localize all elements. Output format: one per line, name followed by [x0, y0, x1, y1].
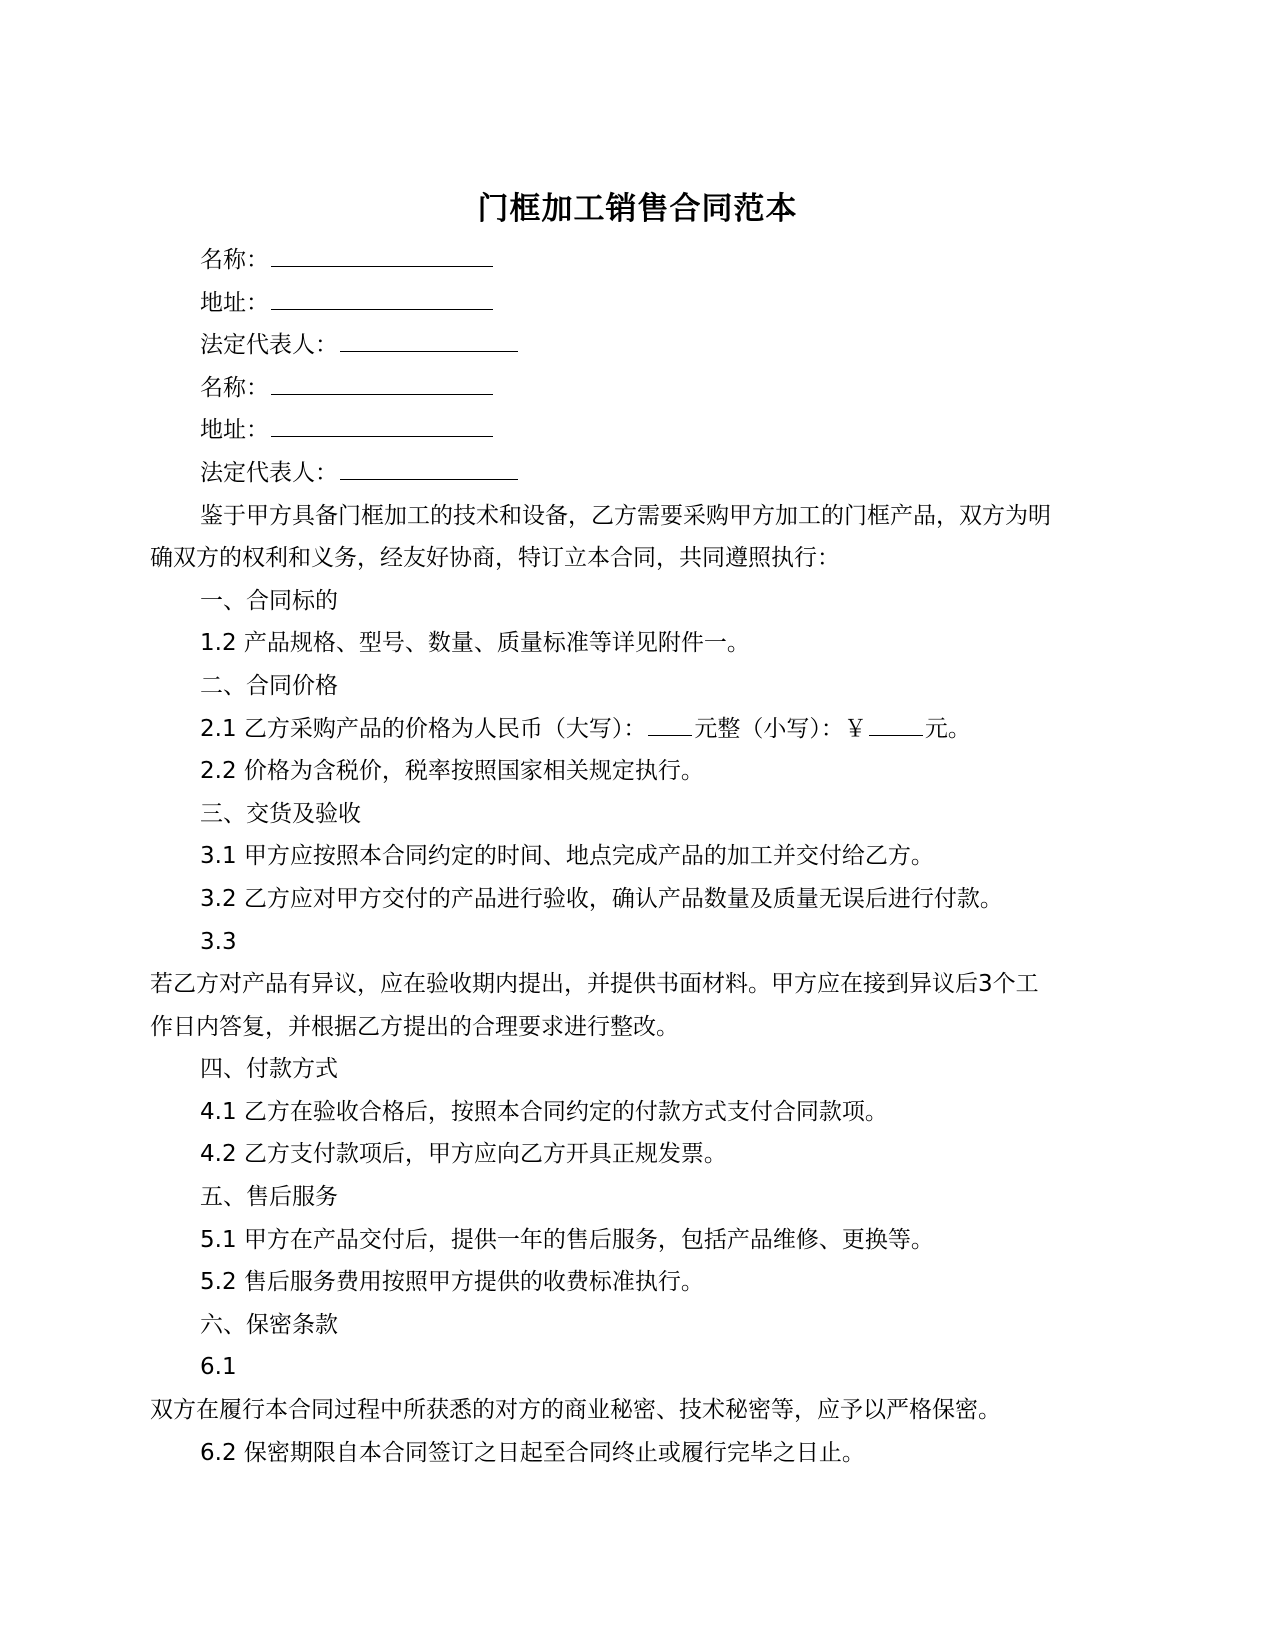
clause-6-2: 6.2 保密期限自本合同签订之日起至合同终止或履行完毕之日止。: [200, 1439, 865, 1466]
party-a-address-blank: [271, 287, 493, 310]
party-b-address-blank: [271, 414, 493, 437]
intro-line-1: 鉴于甲方具备门框加工的技术和设备，乙方需要采购甲方加工的门框产品，双方为明: [200, 502, 1051, 529]
price-numeric-blank: [869, 713, 923, 736]
party-b-name-blank: [271, 372, 493, 395]
document-body: [150, 239, 1130, 1474]
clause-5-1: 5.1 甲方在产品交付后，提供一年的售后服务，包括产品维修、更换等。: [200, 1226, 934, 1253]
document-title: 门框加工销售合同范本: [477, 191, 798, 227]
clause-3-3-number: 3.3: [200, 928, 237, 955]
party-a-name-blank: [271, 244, 493, 267]
clause-4-2: 4.2 乙方支付款项后，甲方应向乙方开具正规发票。: [200, 1141, 727, 1168]
clause-2-1-text-a: 2.1 乙方采购产品的价格为人民币（大写）：: [200, 715, 647, 742]
clause-4-1: 4.1 乙方在验收合格后，按照本合同约定的付款方式支付合同款项。: [200, 1098, 888, 1125]
clause-5-2: 5.2 售后服务费用按照甲方提供的收费标准执行。: [200, 1269, 704, 1296]
section-6-heading: 六、保密条款: [200, 1311, 338, 1338]
clause-3-1: 3.1 甲方应按照本合同约定的时间、地点完成产品的加工并交付给乙方。: [200, 843, 934, 870]
party-a-name-line: [150, 239, 1130, 282]
party-b-address-line: [150, 409, 1130, 452]
clause-1-2: 1.2 产品规格、型号、数量、质量标准等详见附件一。: [200, 630, 750, 657]
party-a-address-line: [150, 282, 1130, 325]
clause-2-1-text-c: 元。: [924, 715, 971, 742]
price-uppercase-blank: [648, 713, 692, 736]
party-b-rep-label: 法定代表人：: [200, 459, 338, 486]
clause-2-1-text-b: 元整（小写）：￥: [694, 715, 867, 742]
party-b-rep-line: [150, 452, 1130, 495]
party-a-name-label: 名称：: [200, 247, 269, 273]
party-a-rep-blank: [340, 329, 518, 352]
section-3-heading: 三、交货及验收: [200, 800, 361, 827]
party-b-rep-blank: [340, 457, 518, 480]
intro-line-2: 确双方的权利和义务，经友好协商，特订立本合同，共同遵照执行：: [150, 545, 840, 572]
clause-2-2: 2.2 价格为含税价，税率按照国家相关规定执行。: [200, 758, 704, 785]
party-b-address-label: 地址：: [200, 417, 269, 444]
clause-2-1: [150, 708, 1130, 751]
clause-3-2: 3.2 乙方应对甲方交付的产品进行验收，确认产品数量及质量无误后进行付款。: [200, 885, 1003, 912]
section-1-heading: 一、合同标的: [200, 587, 338, 614]
section-2-heading: 二、合同价格: [200, 672, 338, 699]
party-a-rep-line: [150, 324, 1130, 367]
party-a-address-label: 地址：: [200, 289, 269, 316]
section-5-heading: 五、售后服务: [200, 1184, 338, 1211]
clause-3-3-line-1: 若乙方对产品有异议，应在验收期内提出，并提供书面材料。甲方应在接到异议后3个工: [150, 971, 1039, 998]
section-4-heading: 四、付款方式: [200, 1056, 338, 1083]
party-b-name-label: 名称：: [200, 374, 269, 401]
clause-6-1-number: 6.1: [200, 1354, 237, 1381]
clause-6-1-line-1: 双方在履行本合同过程中所获悉的对方的商业秘密、技术秘密等，应予以严格保密。: [150, 1397, 1001, 1424]
party-b-name-line: [150, 367, 1130, 410]
clause-3-3-line-2: 作日内答复，并根据乙方提出的合理要求进行整改。: [150, 1013, 679, 1040]
party-a-rep-label: 法定代表人：: [200, 332, 338, 359]
